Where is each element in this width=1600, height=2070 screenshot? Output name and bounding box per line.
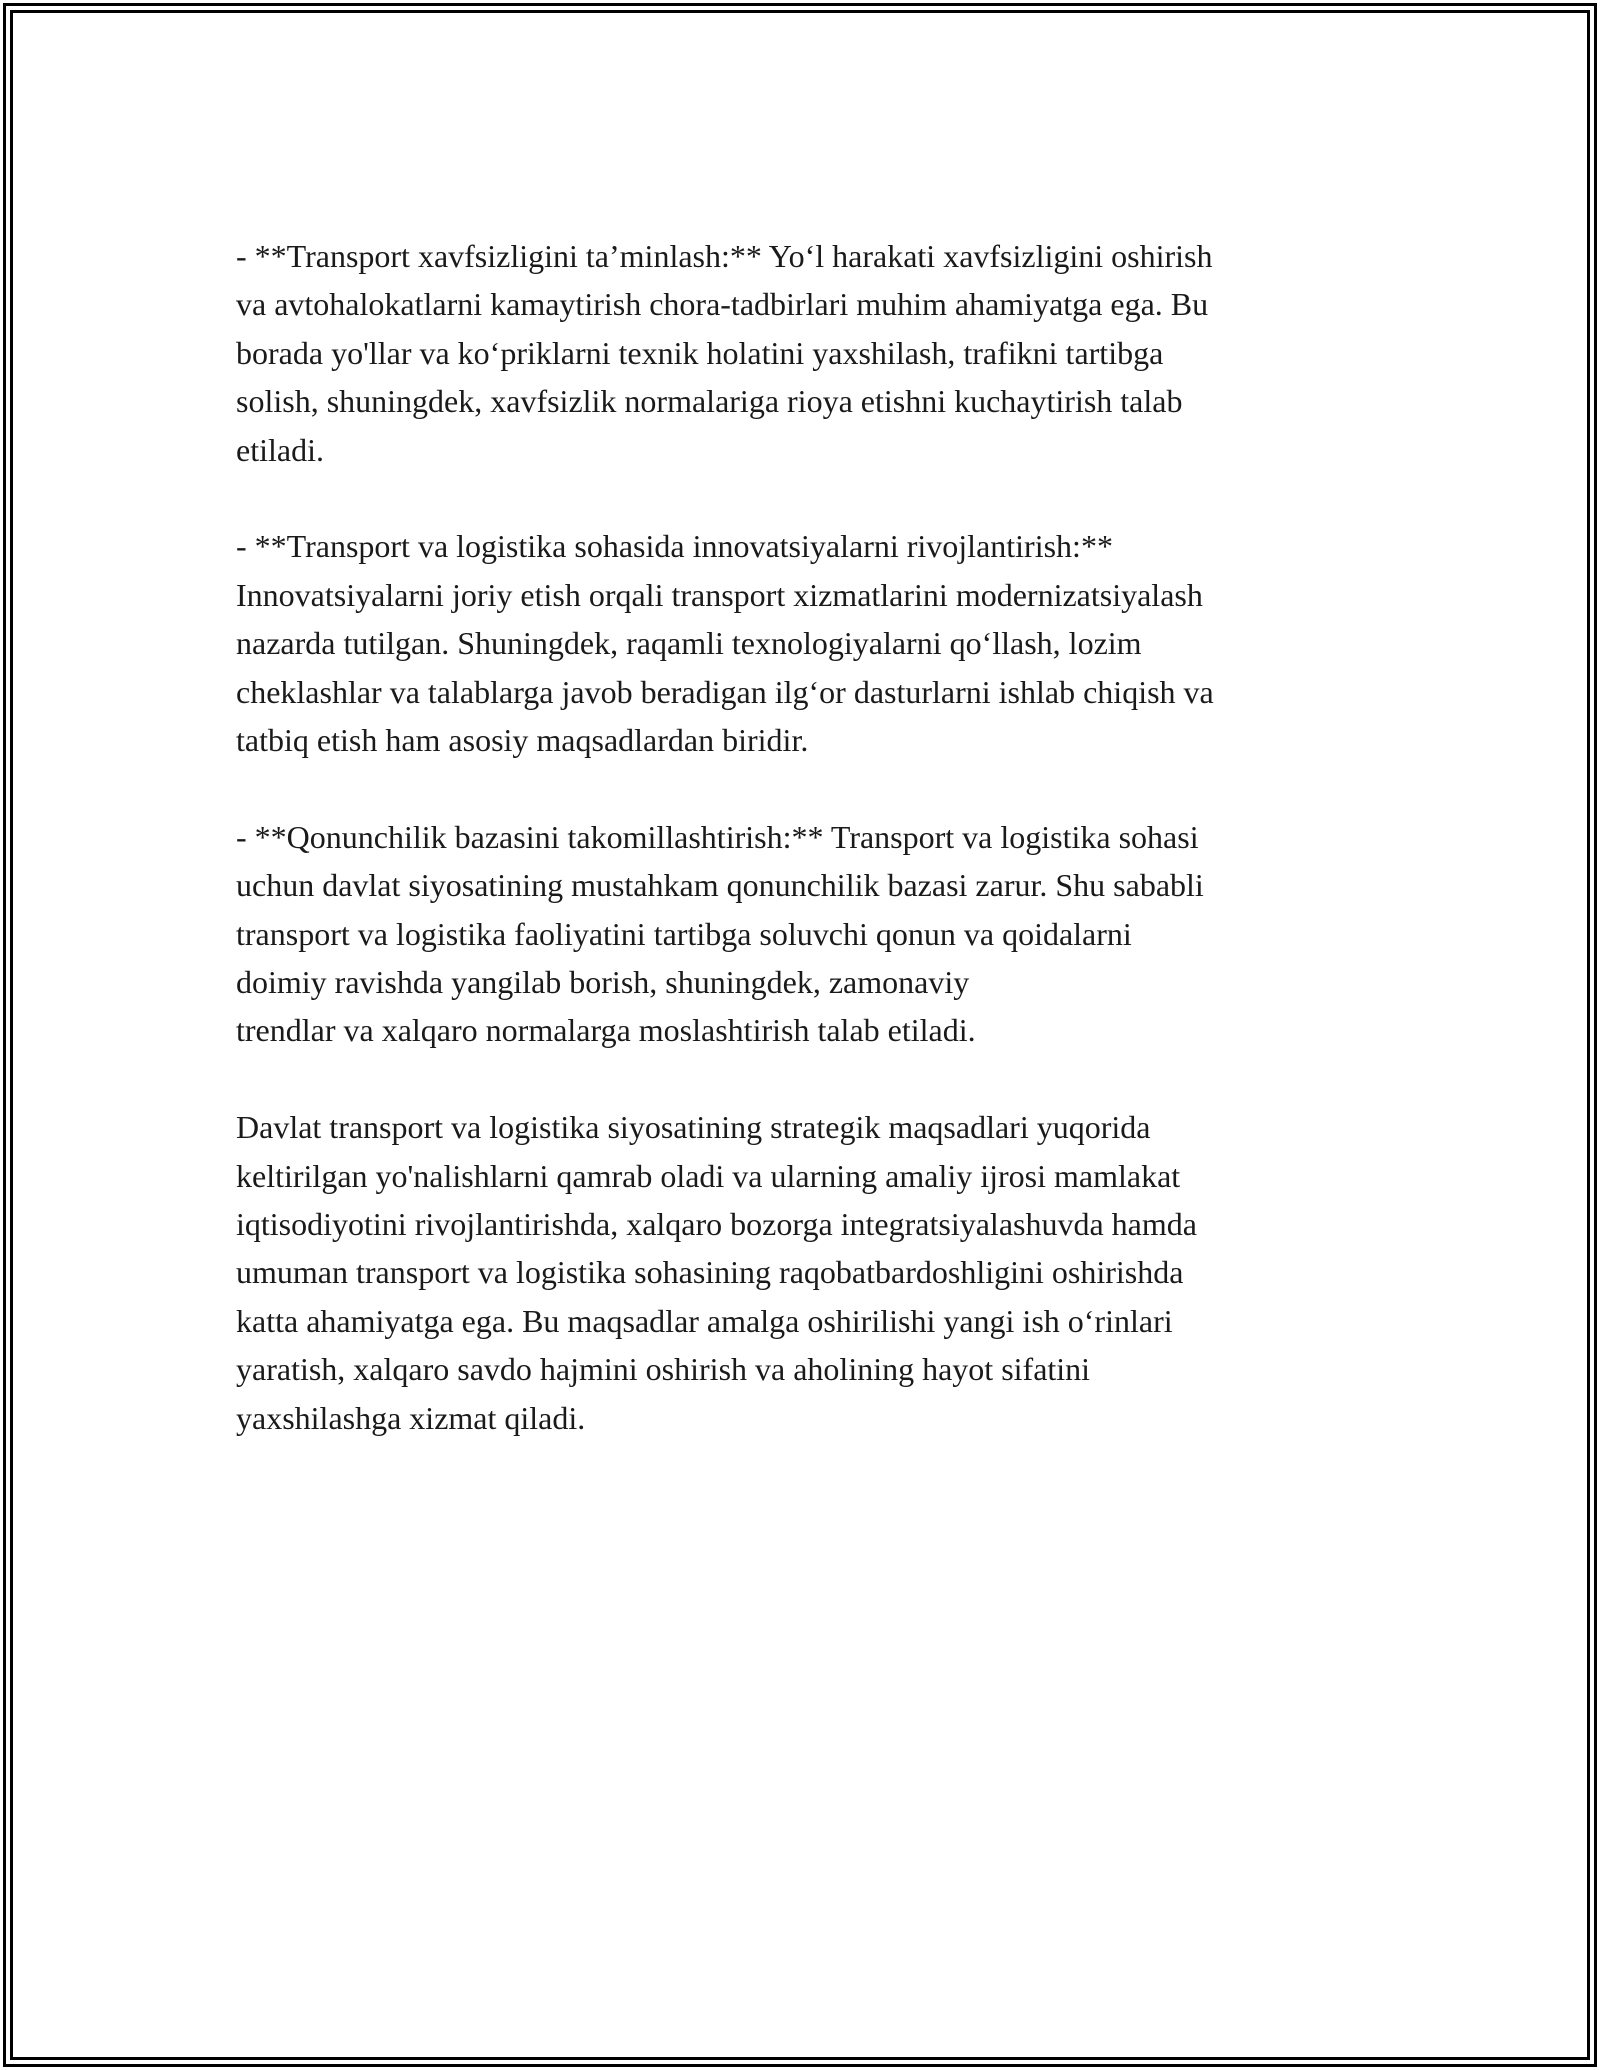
- paragraph-legislation: [236, 813, 1376, 1055]
- text-line: tatbiq etish ham asosiy maqsadlardan biridir.: [236, 722, 809, 759]
- text-line: katta ahamiyatga ega. Bu maqsadlar amalga oshirilishi yangi ish o‘rinlari: [236, 1302, 1173, 1339]
- text-line: uchun davlat siyosatining mustahkam qonunchilik bazasi zarur. Shu sababli: [236, 867, 1204, 904]
- text-line: transport va logistika faoliyatini tartibga soluvchi qonun va qoidalarni: [236, 915, 1132, 952]
- text-line: yaratish, xalqaro savdo hajmini oshirish va aholining hayot sifatini: [236, 1351, 1091, 1388]
- text-line: borada yo'llar va ko‘priklarni texnik holatini yaxshilash, trafikni tartibga: [236, 334, 1164, 371]
- paragraph-conclusion: [236, 1103, 1376, 1442]
- document-body: [236, 232, 1376, 1491]
- text-line: nazarda tutilgan. Shuningdek, raqamli texnologiyalarni qo‘llash, lozim: [236, 625, 1142, 662]
- text-line: solish, shuningdek, xavfsizlik normalariga rioya etishni kuchaytirish talab: [236, 383, 1183, 420]
- text-line: doimiy ravishda yangilab borish, shuningdek, zamonaviy: [236, 964, 970, 1001]
- text-line: Davlat transport va logistika siyosatining strategik maqsadlari yuqorida: [236, 1109, 1151, 1146]
- text-line: va avtohalokatlarni kamaytirish chora-tadbirlari muhim ahamiyatga ega. Bu: [236, 286, 1209, 323]
- text-line: - **Transport xavfsizligini ta’minlash:** Yo‘l harakati xavfsizligini oshirish: [236, 238, 1213, 274]
- text-line: etiladi.: [236, 431, 324, 468]
- paragraph-innovation: [236, 522, 1376, 764]
- text-line: umuman transport va logistika sohasining raqobatbardoshligini oshirishda: [236, 1254, 1184, 1291]
- paragraph-transport-safety: [236, 232, 1376, 474]
- text-line: keltirilgan yo'nalishlarni qamrab oladi va ularning amaliy ijrosi mamlakat: [236, 1157, 1181, 1194]
- text-line: Innovatsiyalarni joriy etish orqali transport xizmatlarini modernizatsiyalash: [236, 576, 1203, 613]
- text-line: - **Transport va logistika sohasida innovatsiyalarni rivojlantirish:**: [236, 528, 1113, 565]
- text-line: - **Qonunchilik bazasini takomillashtirish:** Transport va logistika sohasi: [236, 818, 1199, 855]
- text-line: yaxshilashga xizmat qiladi.: [236, 1399, 586, 1436]
- text-line: trendlar va xalqaro normalarga moslashtirish talab etiladi.: [236, 1012, 976, 1049]
- text-line: cheklashlar va talablarga javob beradigan ilg‘or dasturlarni ishlab chiqish va: [236, 673, 1214, 710]
- text-line: iqtisodiyotini rivojlantirishda, xalqaro bozorga integratsiyalashuvda hamda: [236, 1206, 1197, 1243]
